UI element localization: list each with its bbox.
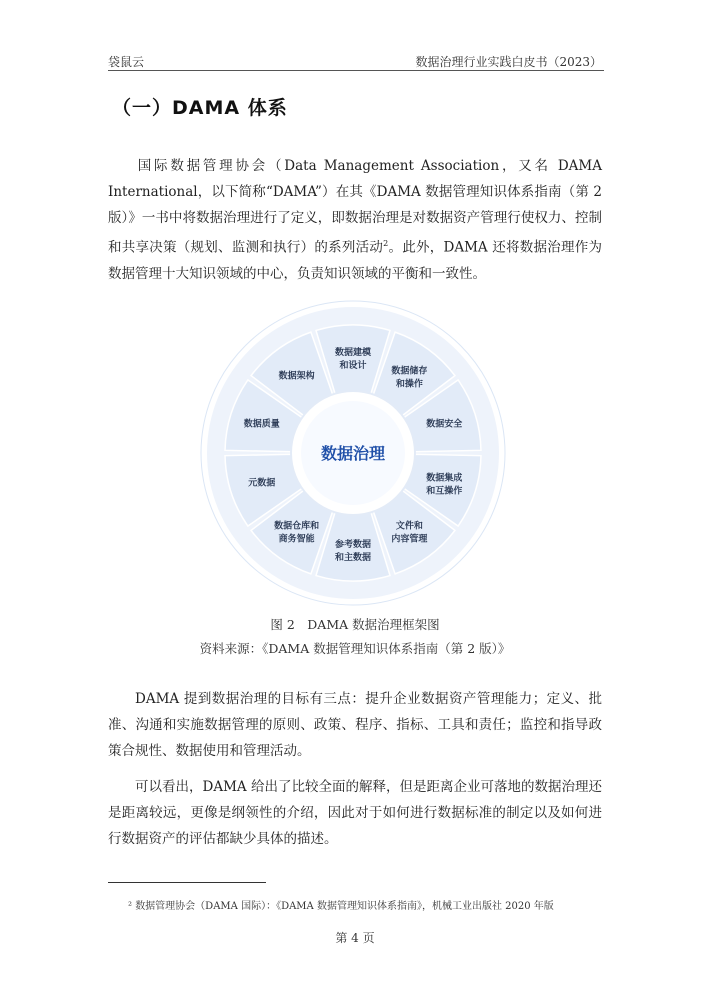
segment-label: 数据仓库和商务智能 [274,521,320,545]
footnote-ref[interactable]: 2 [383,239,389,248]
dama-framework-diagram [200,300,506,606]
header-left-brand: 袋鼠云 [108,55,145,69]
paragraph-3 [108,774,602,852]
page-number: 第 4 页 [335,931,375,945]
figure-caption: 图 2 DAMA 数据治理框架图 [270,617,440,632]
center-label: 数据治理 [320,444,386,463]
segment-label: 参考数据和主数据 [334,540,372,563]
footnote: ² 数据管理协会（DAMA 国际）：《DAMA 数据管理知识体系指南》，机械工业出版社 2020 年版 [128,901,554,912]
segment-label: 数据质量 [243,419,280,430]
header-rule [108,70,604,71]
paragraph-1 [108,153,602,287]
paragraph-3-text: 可以看出，DAMA 给出了比较全面的解释，但是距离企业可落地的数据治理还是距离较远，更像是纲领性的介绍，因此对于如何进行数据标准的制定以及如何进行数据资产的评估都缺少具体的描述。 [108,779,602,847]
paragraph-2 [108,686,602,764]
segment-label: 数据架构 [278,371,315,382]
segment-label: 元数据 [248,478,276,489]
paragraph-1-text: 国际数据管理协会（Data Management Association，又名 DAMA International，以下简称“DAMA”）在其《DAMA 数据管理知识体系指南（第 2 版）》一书中将数据治理进行了定义，即数据治理是对数据资产管理行使权力、控制和共享决策（规划、监测和执行）的系列活动 [108,158,602,256]
footnote-rule [108,882,266,883]
paragraph-2-text: DAMA 提到数据治理的目标有三点：提升企业数据资产管理能力；定义、批准、沟通和实施数据管理的原则、政策、程序、指标、工具和责任；监控和指导政策合规性、数据使用和管理活动。 [108,691,602,759]
segment-label: 文件和内容管理 [391,521,428,545]
figure-source: 资料来源：《DAMA 数据管理知识体系指南（第 2 版）》 [199,641,511,656]
segment-label: 数据安全 [426,419,463,430]
header-right-title: 数据治理行业实践白皮书（2023） [415,55,602,69]
segment-label: 数据集成和互操作 [426,473,463,497]
section-title: （一）DAMA 体系 [112,97,288,119]
segment-label: 数据储存和操作 [391,366,428,390]
paragraph-1-tail: 。此外，DAMA 还将数据治理作为数据管理十大知识领域的中心，负责知识领域的平衡和一致性。 [108,239,603,282]
segment-label: 数据建模和设计 [334,348,372,371]
